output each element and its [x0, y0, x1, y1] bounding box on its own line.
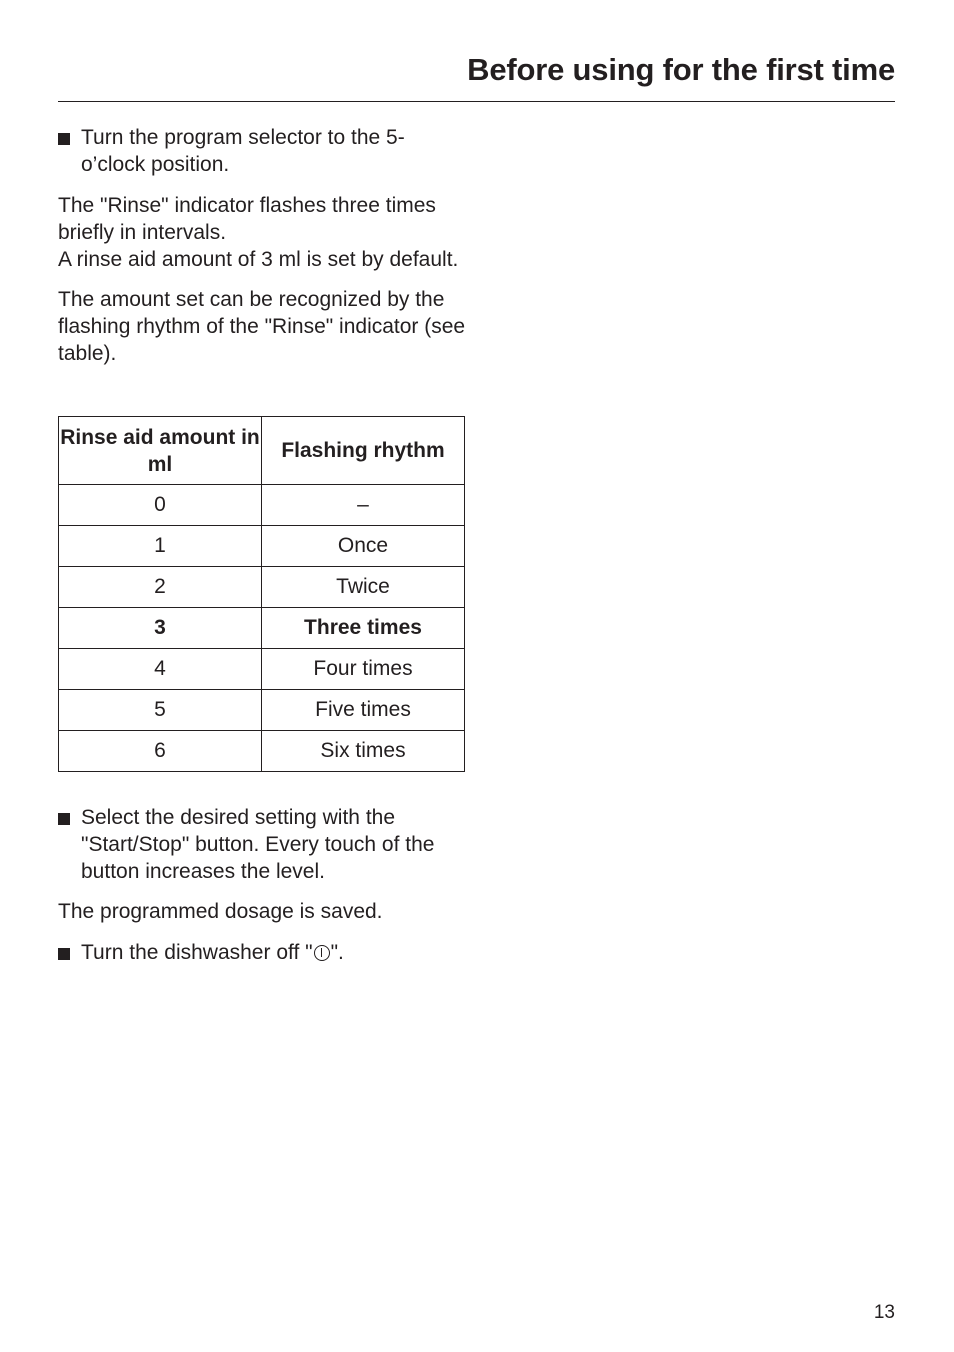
rinse-aid-table	[58, 416, 465, 772]
instructions-lower	[58, 804, 468, 966]
rinse-indicator-paragraph	[58, 192, 468, 273]
cell-amount: 5	[59, 690, 262, 731]
bullet-square-icon	[58, 133, 70, 145]
default-amount-text: A rinse aid amount of 3 ml is set by default.	[58, 248, 459, 271]
table-row	[59, 485, 465, 526]
cell-amount: 0	[59, 485, 262, 526]
cell-amount: 2	[59, 567, 262, 608]
dosage-saved-paragraph: The programmed dosage is saved.	[58, 900, 383, 923]
cell-rhythm: Four times	[262, 649, 465, 690]
rinse-indicator-text: The "Rinse" indicator flashes three times briefly in intervals.	[58, 194, 436, 244]
cell-rhythm: Six times	[262, 731, 465, 772]
page-header	[58, 50, 895, 102]
flashing-rhythm-paragraph: The amount set can be recognized by the flashing rhythm of the "Rinse" indicator (see table).	[58, 288, 466, 365]
power-off-icon	[314, 945, 330, 961]
page-title: Before using for the first time	[467, 52, 895, 87]
table-row	[59, 526, 465, 567]
page-number: 13	[873, 1302, 895, 1323]
cell-rhythm: Five times	[262, 690, 465, 731]
table-header-row	[59, 417, 465, 485]
column-header-amount: Rinse aid amount in ml	[59, 417, 262, 485]
instructions-upper	[58, 124, 468, 367]
table-row	[59, 731, 465, 772]
instruction-step-text: Turn the program selector to the 5-o’clock position.	[81, 126, 405, 176]
cell-rhythm: –	[262, 485, 465, 526]
turn-off-text-prefix: Turn the dishwasher off "	[81, 941, 313, 964]
cell-rhythm: Twice	[262, 567, 465, 608]
cell-rhythm: Three times	[262, 608, 465, 649]
cell-amount: 6	[59, 731, 262, 772]
bullet-square-icon	[58, 948, 70, 960]
table-row	[59, 649, 465, 690]
instruction-step-select-program	[58, 124, 468, 178]
turn-off-text-suffix: ".	[330, 941, 344, 964]
bullet-square-icon	[58, 813, 70, 825]
cell-amount: 1	[59, 526, 262, 567]
table-row	[59, 690, 465, 731]
cell-amount: 4	[59, 649, 262, 690]
table-row-default	[59, 608, 465, 649]
instruction-step-turn-off	[58, 939, 468, 966]
instruction-step-text: Select the desired setting with the "Start/Stop" button. Every touch of the button increases the level.	[81, 806, 435, 883]
cell-amount: 3	[59, 608, 262, 649]
column-header-rhythm: Flashing rhythm	[262, 417, 465, 485]
cell-rhythm: Once	[262, 526, 465, 567]
instruction-step-select-setting	[58, 804, 468, 885]
table-row	[59, 567, 465, 608]
